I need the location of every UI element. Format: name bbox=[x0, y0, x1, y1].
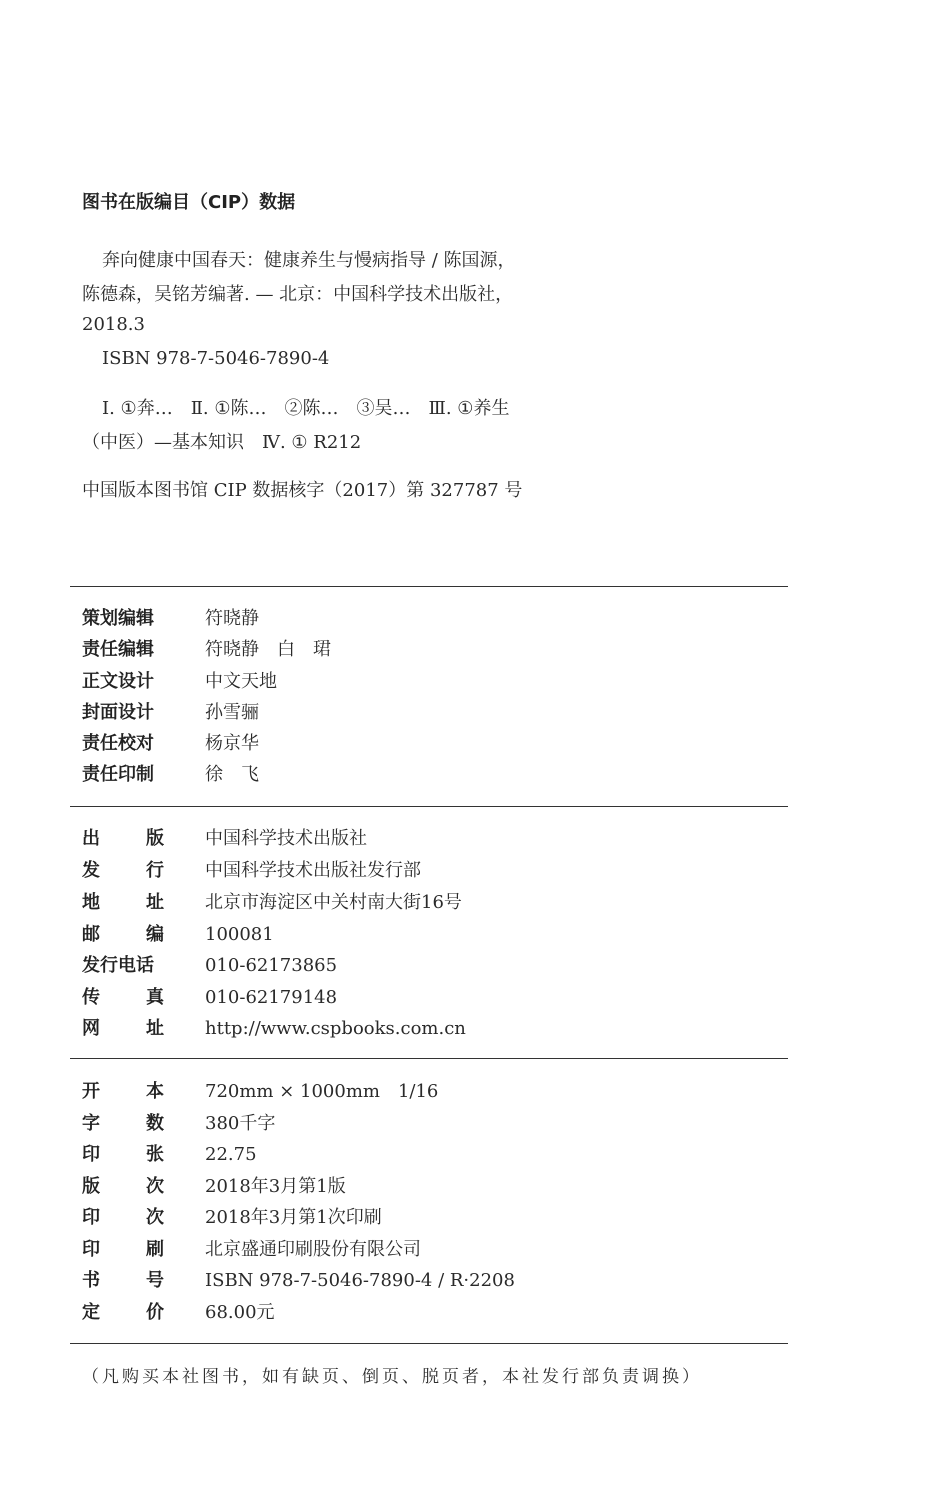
spec-label: 印 张 bbox=[82, 1144, 164, 1165]
credit-value: 符晓静 bbox=[205, 608, 259, 629]
credit-value: 中文天地 bbox=[205, 671, 277, 692]
phone: 010-62173865 bbox=[205, 955, 338, 976]
printer: 北京盛通印刷股份有限公司 bbox=[205, 1239, 421, 1260]
spec-label: 书 号 bbox=[82, 1270, 164, 1291]
credit-value: 符晓静 白 珺 bbox=[205, 639, 331, 660]
cip-line-isbn: ISBN 978-7-5046-7890-4 bbox=[102, 348, 330, 369]
cip-line-year: 2018.3 bbox=[82, 314, 145, 335]
info-label: 发行电话 bbox=[82, 955, 154, 976]
isbn: ISBN 978-7-5046-7890-4 / R·2208 bbox=[205, 1270, 515, 1291]
credit-label: 责任印制 bbox=[82, 764, 154, 785]
cip-line-record-number: 中国版本图书馆 CIP 数据核字（2017）第 327787 号 bbox=[82, 480, 523, 501]
price: 68.00元 bbox=[205, 1302, 275, 1323]
credit-value: 杨京华 bbox=[205, 733, 259, 754]
info-label: 出 版 bbox=[82, 828, 164, 849]
printing: 2018年3月第1次印刷 bbox=[205, 1207, 382, 1228]
spec-label: 版 次 bbox=[82, 1176, 164, 1197]
spec-label: 印 刷 bbox=[82, 1239, 164, 1260]
distributor: 中国科学技术出版社发行部 bbox=[205, 860, 421, 881]
credit-value: 孙雪骊 bbox=[205, 702, 259, 723]
format: 720mm × 1000mm 1/16 bbox=[205, 1081, 439, 1102]
credit-label: 责任校对 bbox=[82, 733, 154, 754]
credit-value: 徐 飞 bbox=[205, 764, 259, 785]
publisher-name: 中国科学技术出版社 bbox=[205, 828, 367, 849]
spec-label: 开 本 bbox=[82, 1081, 164, 1102]
info-label: 传 真 bbox=[82, 987, 164, 1008]
word-count: 380千字 bbox=[205, 1113, 276, 1134]
divider bbox=[70, 586, 788, 587]
spec-label: 定 价 bbox=[82, 1302, 164, 1323]
info-label: 发 行 bbox=[82, 860, 164, 881]
divider bbox=[70, 806, 788, 807]
credit-label: 策划编辑 bbox=[82, 608, 154, 629]
cip-line-classification: （中医）—基本知识 Ⅳ. ① R212 bbox=[82, 432, 362, 453]
cip-line-authors: 陈德森，吴铭芳编著. — 北京：中国科学技术出版社， bbox=[82, 284, 514, 305]
info-label: 网 址 bbox=[82, 1018, 164, 1039]
divider bbox=[70, 1343, 788, 1344]
return-notice: （凡购买本社图书，如有缺页、倒页、脱页者，本社发行部负责调换） bbox=[82, 1367, 702, 1387]
cip-title: 图书在版编目（CIP）数据 bbox=[82, 192, 296, 213]
fax: 010-62179148 bbox=[205, 987, 338, 1008]
edition: 2018年3月第1版 bbox=[205, 1176, 346, 1197]
credit-label: 封面设计 bbox=[82, 702, 154, 723]
postcode: 100081 bbox=[205, 924, 274, 945]
spec-label: 字 数 bbox=[82, 1113, 164, 1134]
credit-label: 正文设计 bbox=[82, 671, 154, 692]
divider bbox=[70, 1058, 788, 1059]
website-link: http://www.cspbooks.com.cn bbox=[205, 1018, 466, 1039]
address: 北京市海淀区中关村南大街16号 bbox=[205, 892, 462, 913]
info-label: 地 址 bbox=[82, 892, 164, 913]
cip-line-title: 奔向健康中国春天：健康养生与慢病指导 / 陈国源， bbox=[102, 250, 516, 271]
info-label: 邮 编 bbox=[82, 924, 164, 945]
printed-sheets: 22.75 bbox=[205, 1144, 257, 1165]
credit-label: 责任编辑 bbox=[82, 639, 154, 660]
spec-label: 印 次 bbox=[82, 1207, 164, 1228]
cip-line-subject: Ⅰ. ①奔… Ⅱ. ①陈… ②陈… ③吴… Ⅲ. ①养生 bbox=[102, 398, 510, 419]
